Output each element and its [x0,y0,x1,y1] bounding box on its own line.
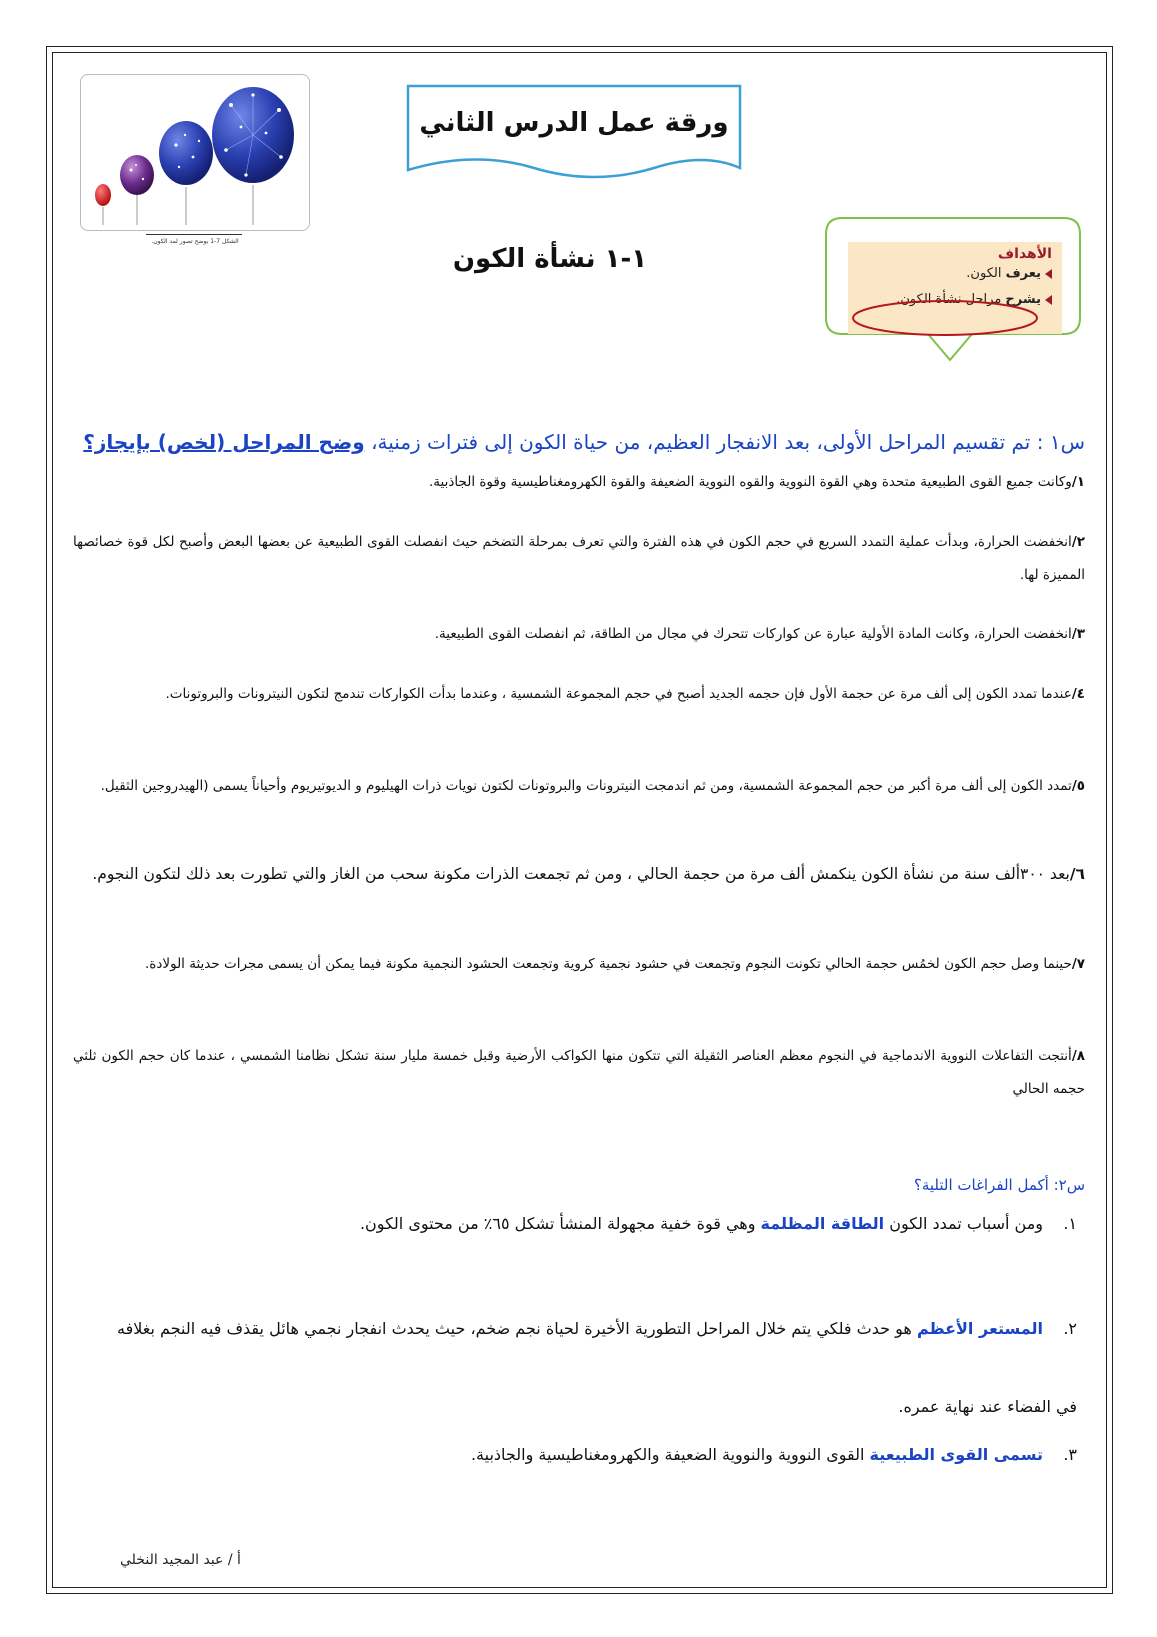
worksheet-title: ورقة عمل الدرس الثاني [419,108,729,138]
author-signature: أ / عبد المجيد النخلي [120,1552,241,1568]
balloons-figure [80,74,310,231]
list-item: ٧/حينما وصل حجم الكون لخمُس حجمة الحالي تكونت النجوم وتجمعت في حشود نجمية كروية وتجمعت الحشود النجمية مكونة فيما يمكن أن يسمى مجرات حديثة الولادة. [145,956,1085,972]
figure-caption-rule [146,234,242,235]
highlight-ellipse [850,298,1040,338]
fill-item: ١.ومن أسباب تمدد الكون الطاقة المظلمة وهي قوة خفية مجهولة المنشأ تشكل ٦٥٪ من محتوى الكون. [359,1214,1077,1233]
balloon-medium [120,155,154,195]
figure-caption: الشكل 7-1 يوضح تصور لمد الكون. [151,238,239,245]
list-item: ٦/بعد ٣٠٠ألف سنة من نشأة الكون ينكمش ألف مرة من حجمة الحالي ، ومن ثم تجمعت الذرات مكونة سحب من الغاز والتي تطورت بعد ذلك لتكون النجوم. [92,865,1085,883]
list-item: ٣/انخفضت الحرارة، وكانت المادة الأولية عبارة عن كواركات تتحرك في مجال من الطاقة، ثم انفصلت القوى الطبيعية. [434,626,1085,642]
list-item: ٥/تمدد الكون إلى ألف مرة أكبر من حجم المجموعة الشمسية، ومن ثم اندمجت النيترونات والبروتونات لكتون نويات ذرات الهيليوم و الديوتيريوم وأحياناً يسمى (الهيدروجين الثقيل. [100,778,1085,794]
objectives-title: الأهداف [997,246,1052,262]
fill-item: ٢.المستعر الأعظم هو حدث فلكي يتم خلال المراحل التطورية الأخيرة لحياة نجم ضخم، حيث يحدث انفجار نجمي هائل يقذف فيه النجم بغلافه في الفضاء عند نهاية عمره. [117,1319,1078,1416]
question-2-heading: س٢: أكمل الفراغات التلية؟ [913,1176,1085,1194]
list-item: ٤/عندما تمدد الكون إلى ألف مرة عن حجمة الأول فإن حجمه الجديد أصبح في حجم المجموعة الشمسية ، وعندما بدأت الكواركات تندمج لتكون النيترونات والبروتونات. [165,686,1085,702]
objective-item: يعرف الكون. [966,266,1052,281]
lesson-title: ١-١ نشأة الكون [452,244,648,274]
fill-item: ٣.تسمى القوى الطبيعية القوى النووية والنووية الضعيفة والكهرومغناطيسية والجاذبية. [470,1445,1077,1464]
balloon-large [159,121,213,185]
bullet-icon [1045,295,1052,305]
bullet-icon [1045,269,1052,279]
list-item: ١/وكانت جميع القوى الطبيعية متحدة وهي القوة النووية والقوه النووية الضعيفة والقوة الكهرومغناطيسية وقوة الجاذبية. [429,474,1085,490]
balloon-small [95,184,111,206]
list-item: ٢/انخفضت الحرارة، وبدأت عملية التمدد السريع في حجم الكون في هذه الفترة والتي تعرف بمرحلة التضخم حيث انفصلت القوى الطبيعية عن بعضها البعض وأصبح لكل قوة خصائصها المميزة لها. [73,534,1085,583]
balloons-illustration [81,75,309,230]
list-item: ٨/أنتجت التفاعلات النووية الاندماجية في النجوم معظم العناصر الثقيلة التي تتكون منها الكواكب الأرضية وقبل خمسة مليار سنة تشكل نظامنا الشمسي ، عندما كان حجم الكون ثلثي حجمه الحالي [73,1048,1085,1097]
objective-item: يشرح مراحل نشأة الكون. [896,292,1052,307]
question-1-heading: س١ : تم تقسيم المراحل الأولى، بعد الانفجار العظيم، من حياة الكون إلى فترات زمنية، وضح المراحل (لخص) بإيجاز؟ [83,430,1085,454]
